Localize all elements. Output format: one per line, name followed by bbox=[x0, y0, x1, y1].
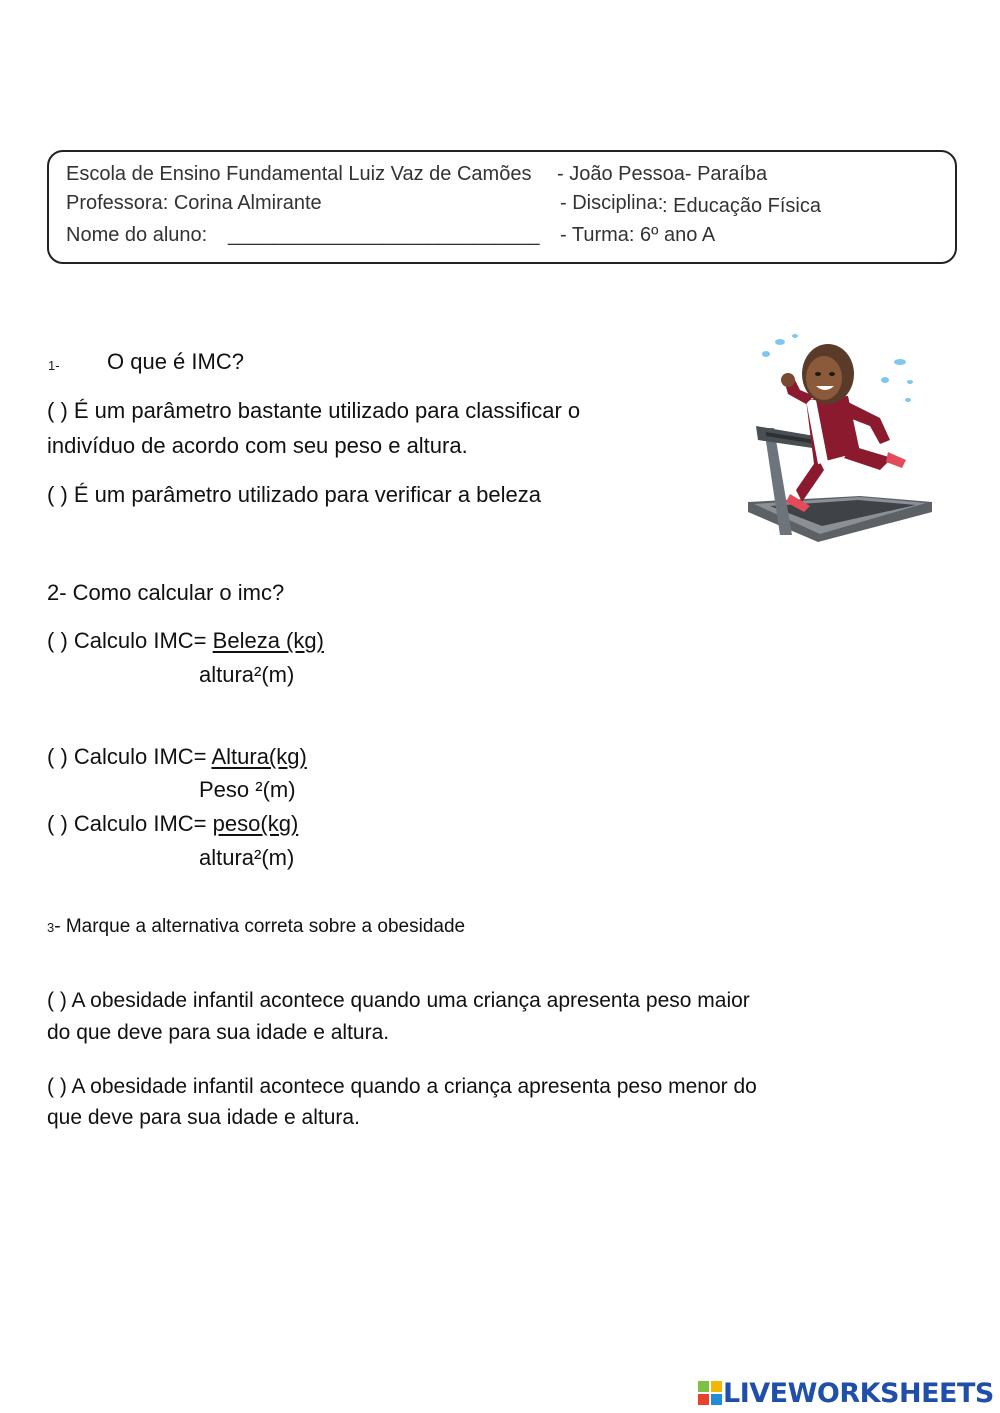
q1-option-a-line2: indivíduo de acordo com seu peso e altura. bbox=[47, 433, 468, 458]
q3-heading bbox=[47, 916, 465, 938]
q1-option-a-line1[interactable]: ( ) É um parâmetro bastante utilizado para classificar o bbox=[47, 398, 581, 423]
q3-title: - Marque a alternativa correta sobre a obesidade bbox=[54, 916, 466, 937]
q2-option-b[interactable] bbox=[47, 744, 307, 770]
q2-option-b-numerator: Altura(kg) bbox=[211, 744, 307, 769]
liveworksheets-logo[interactable] bbox=[697, 1378, 994, 1408]
subject-label: - Disciplina: bbox=[560, 192, 664, 214]
treadmill-runner-illustration bbox=[740, 330, 940, 555]
q2-option-b-denominator: Peso ²(m) bbox=[199, 777, 296, 802]
q2-option-a-denominator: altura²(m) bbox=[199, 662, 295, 687]
q2-option-c[interactable] bbox=[47, 811, 298, 837]
q3-option-b-line2: que deve para sua idade e altura. bbox=[47, 1106, 360, 1129]
q1-number: 1- bbox=[48, 358, 60, 373]
q3-option-a-line2: do que deve para sua idade e altura. bbox=[47, 1021, 390, 1044]
teacher-name: Professora: Corina Almirante bbox=[66, 192, 322, 214]
school-name: Escola de Ensino Fundamental Luiz Vaz de Camões bbox=[66, 163, 532, 185]
liveworksheets-logo-icon bbox=[697, 1380, 723, 1406]
q2-option-a-prefix: ( ) Calculo IMC= bbox=[47, 628, 207, 653]
class-info: - Turma: 6º ano A bbox=[560, 224, 716, 246]
q1-option-b[interactable]: ( ) É um parâmetro utilizado para verificar a beleza bbox=[47, 482, 541, 507]
q2-title: 2- Como calcular o imc? bbox=[47, 580, 285, 605]
q3-option-b-line1[interactable]: ( ) A obesidade infantil acontece quando a criança apresenta peso menor do bbox=[47, 1075, 757, 1098]
q2-option-c-prefix: ( ) Calculo IMC= bbox=[47, 811, 207, 836]
q2-option-a-numerator: Beleza (kg) bbox=[212, 628, 324, 653]
student-name-field[interactable]: ____________________________ bbox=[228, 224, 540, 246]
q2-option-c-denominator: altura²(m) bbox=[199, 845, 295, 870]
q2-option-a[interactable] bbox=[47, 628, 324, 654]
brand-text: LIVEWORKSHEETS bbox=[723, 1377, 994, 1409]
q2-option-b-prefix: ( ) Calculo IMC= bbox=[47, 744, 207, 769]
school-city: - João Pessoa- Paraíba bbox=[557, 163, 768, 185]
q3-option-a-line1[interactable]: ( ) A obesidade infantil acontece quando uma criança apresenta peso maior bbox=[47, 989, 750, 1012]
q3-number: 3 bbox=[47, 920, 55, 935]
subject-value: : Educação Física bbox=[662, 195, 821, 217]
q2-option-c-numerator: peso(kg) bbox=[212, 811, 299, 836]
student-label: Nome do aluno: bbox=[66, 224, 208, 246]
q1-title: O que é IMC? bbox=[107, 349, 244, 374]
